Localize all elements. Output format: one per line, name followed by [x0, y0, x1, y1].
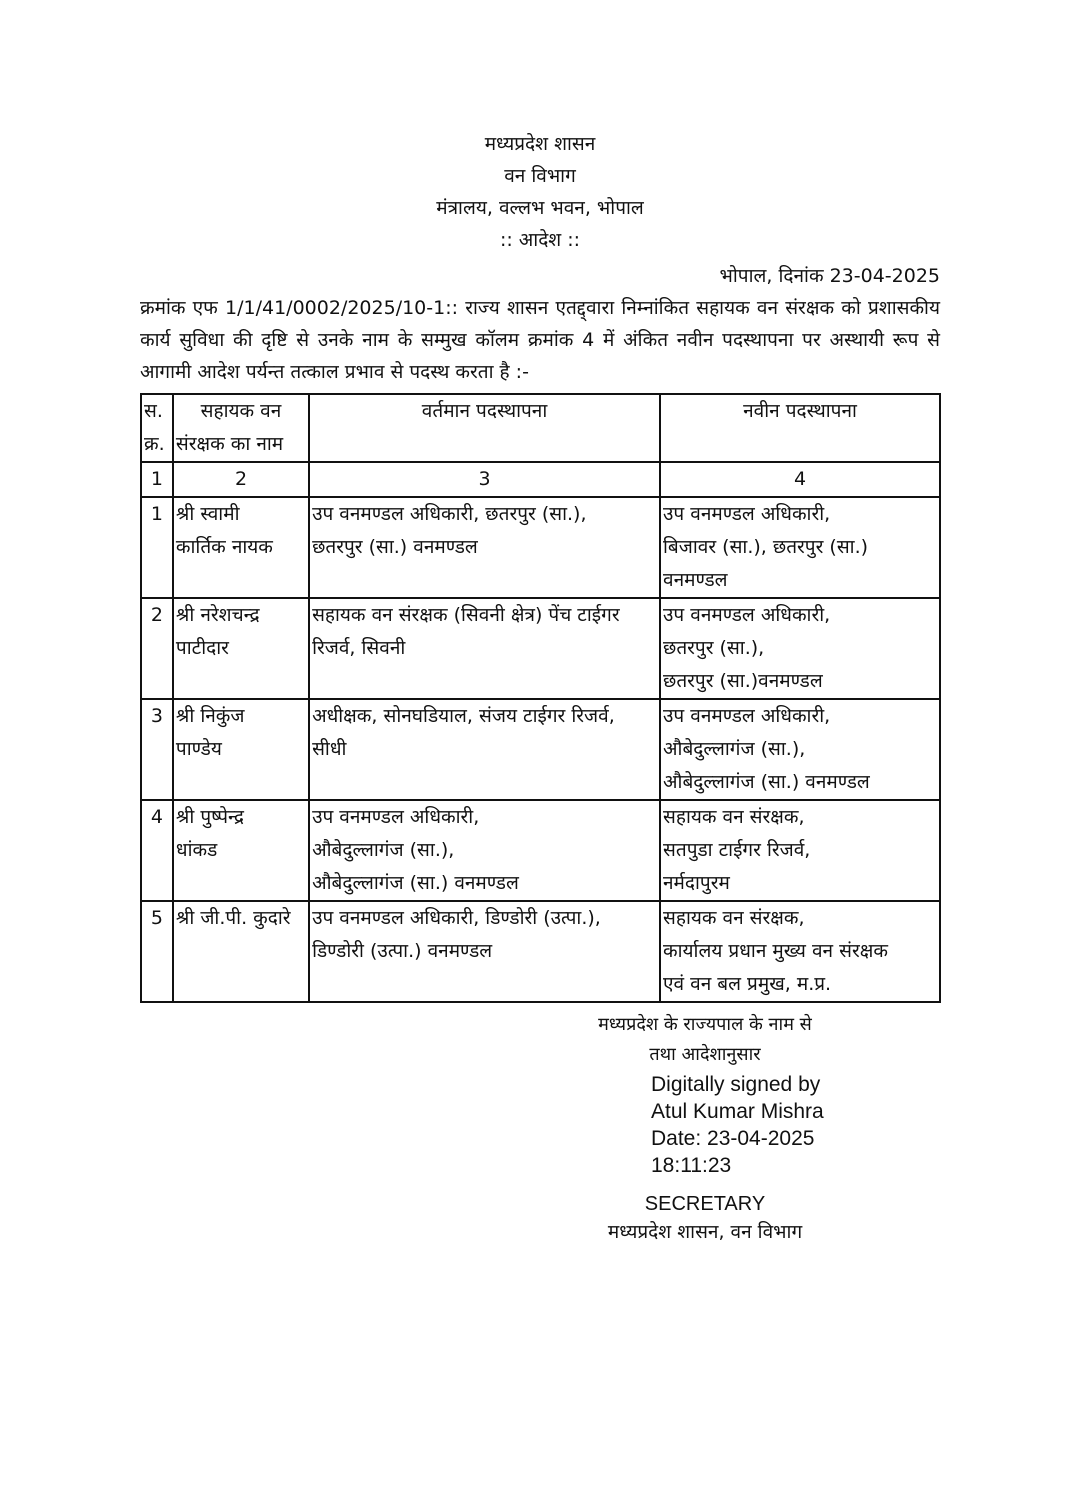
- row-new-posting: सहायक वन संरक्षक, सतपुडा टाईगर रिजर्व, नर्मदापुरम: [660, 800, 940, 901]
- row-officer-name: श्री पुष्पेन्द्र धांकड: [173, 800, 309, 901]
- authority-block: [560, 1010, 850, 1070]
- signatory-title: SECRETARY: [644, 1193, 766, 1215]
- table-row: [141, 598, 940, 699]
- order-date: भोपाल, दिनांक 23-04-2025: [719, 265, 940, 287]
- row-current-posting: उप वनमण्डल अधिकारी, छतरपुर (सा.), छतरपुर (सा.) वनमण्डल: [309, 497, 660, 598]
- row-new-posting: सहायक वन संरक्षक, कार्यालय प्रधान मुख्य वन संरक्षक एवं वन बल प्रमुख, म.प्र.: [660, 901, 940, 1002]
- header-new-posting: नवीन पदस्थापना: [660, 394, 940, 462]
- column-number-row: [141, 462, 940, 497]
- header-government: मध्यप्रदेश शासन: [484, 133, 596, 155]
- table-row: [141, 497, 940, 598]
- table-header-row: [141, 394, 940, 462]
- signatory-department: मध्यप्रदेश शासन, वन विभाग: [607, 1221, 803, 1243]
- row-serial: 4: [141, 800, 173, 901]
- row-serial: 3: [141, 699, 173, 800]
- col-number: 2: [173, 462, 309, 497]
- row-new-posting: उप वनमण्डल अधिकारी, बिजावर (सा.), छतरपुर (सा.) वनमण्डल: [660, 497, 940, 598]
- row-current-posting: उप वनमण्डल अधिकारी, औबेदुल्लागंज (सा.), औबेदुल्लागंज (सा.) वनमण्डल: [309, 800, 660, 901]
- row-officer-name: श्री नरेशचन्द्र पाटीदार: [173, 598, 309, 699]
- header-address: मंत्रालय, वल्लभ भवन, भोपाल: [436, 197, 644, 219]
- col-number: 4: [660, 462, 940, 497]
- row-serial: 5: [141, 901, 173, 1002]
- row-serial: 1: [141, 497, 173, 598]
- digital-signature: [651, 1071, 824, 1179]
- row-officer-name: श्री जी.पी. कुदारे: [173, 901, 309, 1002]
- order-intro-paragraph: क्रमांक एफ 1/1/41/0002/2025/10-1:: राज्य शासन एतद्द्वारा निम्नांकित सहायक वन संरक्षक को प्रशासकीय कार्य सुविधा की दृष्टि से उनके नाम के सम्मुख कॉलम क्रमांक 4 में अंकित नवीन पदस्थापना पर अस्थायी रूप से आगामी आदेश पर्यन्त तत्काल प्रभाव से पदस्थ करता है :-: [140, 297, 940, 383]
- row-officer-name: श्री स्वामी कार्तिक नायक: [173, 497, 309, 598]
- col-number: 3: [309, 462, 660, 497]
- table-row: [141, 800, 940, 901]
- row-new-posting: उप वनमण्डल अधिकारी, छतरपुर (सा.), छतरपुर (सा.)वनमण्डल: [660, 598, 940, 699]
- header-current-posting: वर्तमान पदस्थापना: [309, 394, 660, 462]
- row-current-posting: उप वनमण्डल अधिकारी, डिण्डोरी (उत्पा.), डिण्डोरी (उत्पा.) वनमण्डल: [309, 901, 660, 1002]
- header-order-title: :: आदेश ::: [499, 229, 581, 251]
- header-department: वन विभाग: [504, 165, 576, 187]
- header-name: सहायक वन संरक्षक का नाम: [173, 394, 309, 462]
- table-row: [141, 901, 940, 1002]
- table-row: [141, 699, 940, 800]
- digital-signature-date: Date: 23-04-2025: [651, 1127, 815, 1150]
- document-header: [0, 128, 1080, 256]
- row-serial: 2: [141, 598, 173, 699]
- col-number: 1: [141, 462, 173, 497]
- row-officer-name: श्री निकुंज पाण्डेय: [173, 699, 309, 800]
- digital-signature-signer: Atul Kumar Mishra: [651, 1100, 824, 1123]
- row-new-posting: उप वनमण्डल अधिकारी, औबेदुल्लागंज (सा.), औबेदुल्लागंज (सा.) वनमण्डल: [660, 699, 940, 800]
- authority-line-1: मध्यप्रदेश के राज्यपाल के नाम से: [598, 1014, 812, 1035]
- digital-signature-line: Digitally signed by: [651, 1073, 821, 1096]
- header-serial: स. क्र.: [141, 394, 173, 462]
- row-current-posting: अधीक्षक, सोनघडियाल, संजय टाईगर रिजर्व, सीधी: [309, 699, 660, 800]
- row-current-posting: सहायक वन संरक्षक (सिवनी क्षेत्र) पेंच टाईगर रिजर्व, सिवनी: [309, 598, 660, 699]
- digital-signature-time: 18:11:23: [651, 1154, 732, 1177]
- signatory-designation: [560, 1190, 850, 1246]
- authority-line-2: तथा आदेशानुसार: [649, 1044, 761, 1065]
- posting-table: [140, 393, 941, 1003]
